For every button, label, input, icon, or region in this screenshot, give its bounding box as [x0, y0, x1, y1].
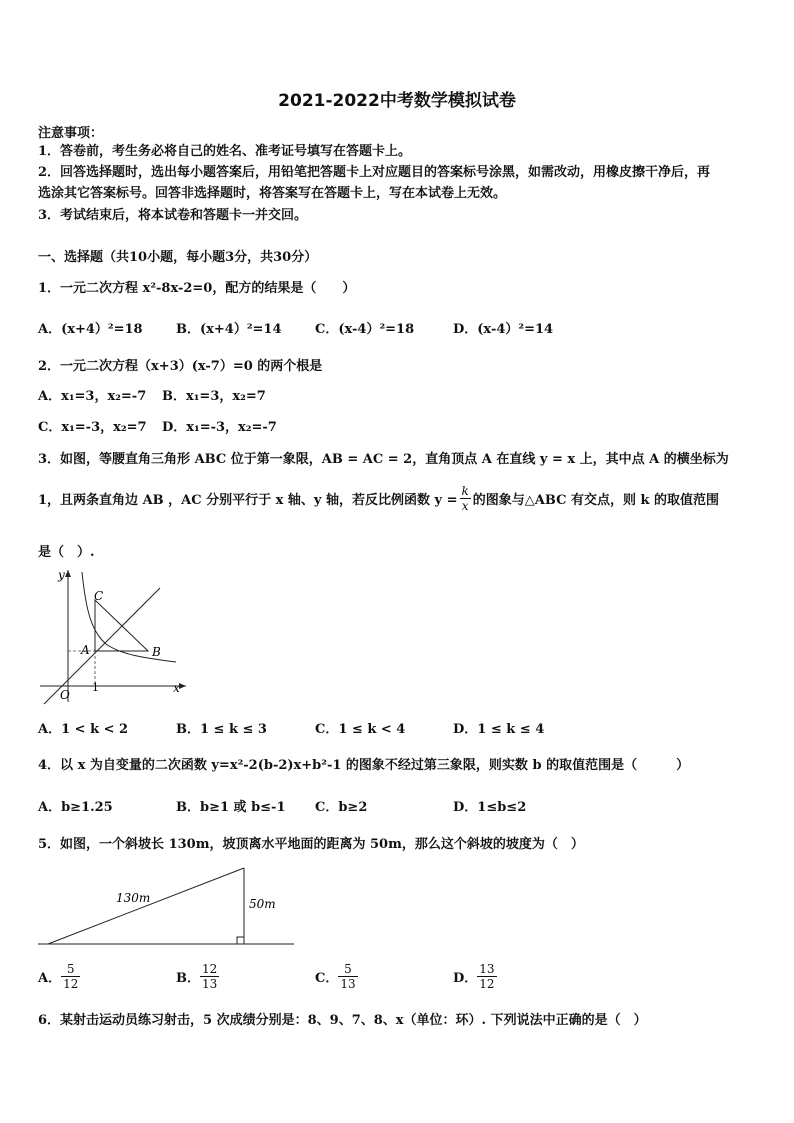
hyperbola-curve	[82, 572, 176, 662]
q5-d-num: 13	[479, 962, 495, 976]
x-axis-arrow-icon	[179, 683, 186, 689]
q2-option-c[interactable]: C．x₁=-3，x₂=7	[38, 420, 147, 435]
section-heading: 一、选择题（共10小题，每小题3分，共30分）	[38, 250, 318, 265]
right-angle-mark	[237, 937, 244, 944]
fig-label-x: x	[173, 681, 180, 695]
q2-option-d[interactable]: D．x₁=-3，x₂=-7	[162, 420, 277, 435]
q3-option-c[interactable]: C．1 ≤ k < 4	[315, 722, 406, 737]
q3-line-3: 是（ ）.	[38, 545, 95, 560]
q5-a-den: 12	[63, 977, 79, 991]
fig-label-one: 1	[92, 681, 99, 694]
q2-option-a[interactable]: A．x₁=3，x₂=-7	[38, 389, 147, 404]
q5-option-b-fraction	[200, 962, 219, 991]
q5-option-b[interactable]	[176, 962, 219, 991]
q5-c-num: 5	[344, 962, 352, 976]
q5-option-a[interactable]	[38, 962, 80, 991]
notice-line-3: 3．考试结束后，将本试卷和答题卡一并交回。	[38, 208, 308, 223]
fig-label-o: O	[60, 688, 70, 702]
q3-line-2a: 1，且两条直角边 AB ，AC 分别平行于 x 轴、y 轴，若反比例函数 y =	[38, 493, 458, 508]
y-axis-arrow-icon	[65, 570, 71, 577]
notice-line-2a: 2．回答选择题时，选出每小题答案后，用铅笔把答题卡上对应题目的答案标号涂黑，如需改动，用橡皮擦干净后，再	[38, 165, 711, 180]
q3-option-b[interactable]: B．1 ≤ k ≤ 3	[176, 722, 267, 737]
q2-stem: 2．一元二次方程（x+3）(x-7）=0 的两个根是	[38, 359, 323, 374]
fig-label-c: C	[94, 589, 104, 603]
q5-option-c-label: C．	[315, 971, 339, 986]
q5-stem: 5．如图，一个斜坡长 130m，坡顶离水平地面的距离为 50m，那么这个斜坡的坡度为（ ）	[38, 837, 584, 852]
q3-option-d[interactable]: D．1 ≤ k ≤ 4	[453, 722, 545, 737]
q3-line-2	[38, 484, 719, 513]
notice-heading: 注意事项：	[38, 126, 104, 141]
q5-a-num: 5	[66, 962, 75, 976]
q5-b-num: 12	[202, 962, 218, 976]
q1-option-a[interactable]: A．(x+4）²=18	[38, 322, 143, 337]
q5-c-den: 13	[340, 977, 356, 991]
q6-stem: 6．某射击运动员练习射击，5 次成绩分别是：8、9、7、8、x（单位：环）. 下列说法中正确的是（ ）	[38, 1013, 647, 1028]
notice-line-2b: 选涂其它答案标号。回答非选择题时，将答案写在答题卡上，写在本试卷上无效。	[38, 186, 507, 201]
q5-option-a-fraction	[61, 962, 80, 991]
q4-option-b[interactable]: B．b≥1 或 b≤-1	[176, 800, 286, 815]
q5-option-d-fraction	[477, 962, 496, 991]
fig-label-b: B	[152, 645, 161, 659]
q5-figure	[36, 862, 298, 952]
q5-option-b-label: B．	[176, 971, 200, 986]
q5-option-c-fraction	[338, 962, 357, 991]
q3-fraction-num: k	[461, 484, 469, 498]
q5-option-d-label: D．	[453, 971, 478, 986]
fig-label-height: 50m	[249, 897, 276, 911]
page-title: 2021-2022中考数学模拟试卷	[278, 91, 516, 111]
fig-label-a: A	[81, 643, 90, 657]
q3-fraction-den: x	[461, 499, 469, 513]
q4-option-c[interactable]: C．b≥2	[315, 800, 368, 815]
q1-stem: 1．一元二次方程 x²-8x-2=0，配方的结果是（ ）	[38, 281, 356, 296]
q3-option-a[interactable]: A．1 < k < 2	[38, 722, 129, 737]
q1-option-c[interactable]: C．(x-4）²=18	[315, 322, 415, 337]
notice-line-1: 1．答卷前，考生务必将自己的姓名、准考证号填写在答题卡上。	[38, 144, 412, 159]
q3-fraction	[460, 484, 471, 513]
q5-option-a-label: A．	[38, 971, 62, 986]
slope-line	[48, 868, 244, 944]
q3-figure	[36, 562, 196, 707]
q5-d-den: 12	[479, 977, 495, 991]
q4-stem: 4．以 x 为自变量的二次函数 y=x²-2(b-2)x+b²-1 的图象不经过第三象限，则实数 b 的取值范围是（ ）	[38, 758, 690, 773]
fig-label-y: y	[58, 568, 65, 582]
q5-b-den: 13	[202, 977, 218, 991]
q5-option-d[interactable]	[453, 962, 497, 991]
q3-line-2b: 的图象与△ABC 有交点，则 k 的取值范围	[472, 493, 720, 508]
q4-option-d[interactable]: D．1≤b≤2	[453, 800, 527, 815]
q5-option-c[interactable]	[315, 962, 358, 991]
fig-label-slope: 130m	[116, 891, 151, 905]
q3-line-1: 3．如图，等腰直角三角形 ABC 位于第一象限，AB = AC = 2，直角顶点 A 在直线 y = x 上，其中点 A 的横坐标为	[38, 452, 729, 467]
q1-option-b[interactable]: B．(x+4）²=14	[176, 322, 282, 337]
q4-option-a[interactable]: A．b≥1.25	[38, 800, 113, 815]
q1-option-d[interactable]: D．(x-4）²=14	[453, 322, 554, 337]
q2-option-b[interactable]: B．x₁=3，x₂=7	[162, 389, 266, 404]
